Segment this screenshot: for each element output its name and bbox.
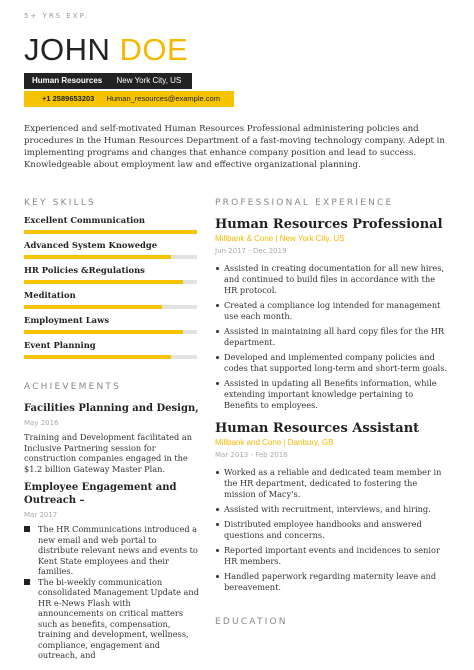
bullet-dot-icon <box>216 382 219 385</box>
achievement-item <box>24 402 199 474</box>
skill-label: Excellent Communication <box>24 215 145 225</box>
skill-fill <box>24 355 171 359</box>
summary: Experienced and self-motivated Human Resources Professional administering policies and procedures in the Human Resources Department of a fast-moving technology company. Adept in implementing programs and changes that enhance company position and lead to success. Knowledgeable about employment law and effective organizational planning. <box>24 124 445 170</box>
skill-item <box>24 289 197 309</box>
skill-track <box>24 280 197 284</box>
email: Human_resources@example.com <box>106 94 220 103</box>
bullet-dot-icon <box>216 523 219 526</box>
first-name: JOHN <box>24 32 111 67</box>
education-heading: EDUCATION <box>215 617 288 627</box>
skills-heading: KEY SKILLS <box>24 198 96 208</box>
skill-track <box>24 255 197 259</box>
skill-item <box>24 314 197 334</box>
job-bullet-text: Handled paperwork regarding maternity leave and bereavement. <box>224 571 437 592</box>
bullet-dot-icon <box>216 549 219 552</box>
job-bullet <box>215 519 448 541</box>
skill-label: Advanced System Knowedge <box>24 240 158 250</box>
skill-item <box>24 339 197 359</box>
job-bullet-text: Worked as a reliable and dedicated team member in the HR department, dedicated to fostering the mission of Macy's. <box>224 467 442 499</box>
skill-item <box>24 214 197 234</box>
achievement-date: May 2016 <box>24 419 59 427</box>
achievement-item <box>24 481 199 661</box>
job-bullet-text: Assisted with recruitment, interviews, and hiring. <box>224 504 431 514</box>
skill-item <box>24 264 197 284</box>
job-bullet <box>215 326 448 348</box>
job-date: Jun 2017 - Dec 2019 <box>215 247 287 255</box>
job-bullet <box>215 300 448 322</box>
skill-fill <box>24 230 197 234</box>
job-bullets <box>215 263 448 411</box>
role-bar <box>24 73 192 89</box>
job-bullet-text: Distributed employee handbooks and answered questions and concerns. <box>224 519 422 540</box>
skill-track <box>24 330 197 334</box>
skill-fill <box>24 305 162 309</box>
achievement-date: Mar 2017 <box>24 511 58 519</box>
achievements-heading: ACHIEVEMENTS <box>24 382 122 392</box>
job-bullets <box>215 467 448 593</box>
bullet-dot-icon <box>216 267 219 270</box>
achievement-title: Facilities Planning and Design, <box>24 403 199 414</box>
location: New York City, US <box>116 76 182 85</box>
skill-track <box>24 305 197 309</box>
job-title: Human Resources Professional <box>215 217 443 232</box>
skill-track <box>24 230 197 234</box>
bullet-dot-icon <box>216 508 219 511</box>
job-bullet-text: Assisted in creating documentation for all new hires, and continued to build files in accordance with the HR protocol. <box>224 263 445 295</box>
skill-fill <box>24 280 183 284</box>
job-company: Millbank and Cone | Danbury, GB <box>215 438 334 447</box>
achievement-bullet <box>24 524 199 577</box>
job-bullet <box>215 545 448 567</box>
achievement-bullet <box>24 577 199 661</box>
job-bullet-text: Assisted in updating all Benefits information, while extending important knowledge pertaining to Benefits to employees. <box>224 378 437 410</box>
bullet-dot-icon <box>216 304 219 307</box>
phone: +1 2589653203 <box>42 94 95 103</box>
last-name: DOE <box>119 32 189 67</box>
job-bullet <box>215 467 448 500</box>
achievement-bullet-text: The HR Communications introduced a new email and web portal to distribute relevant news and events to Kent State employees and their families. <box>38 524 198 576</box>
skill-track <box>24 355 197 359</box>
achievement-bullets <box>24 524 199 661</box>
achievement-bullet-text: The bi-weekly communication consolidated Management Update and HR e-News Flash with announcements on critical matters such as benefits, compensation, training and development, wellness, compliance, engagement and outreach, and <box>38 576 199 660</box>
bullet-dot-icon <box>216 471 219 474</box>
job-company: Millbank & Cone | New York City, US <box>215 234 345 243</box>
skill-fill <box>24 255 171 259</box>
skill-label: Event Planning <box>24 340 96 350</box>
job-bullet-text: Created a compliance log intended for management use each month. <box>224 300 441 321</box>
skill-item <box>24 239 197 259</box>
job-bullet-text: Developed and implemented company policies and codes that supported long-term and short-term goals. <box>224 352 448 373</box>
bullet-dot-icon <box>216 356 219 359</box>
experience-heading: PROFESSIONAL EXPERIENCE <box>215 198 394 208</box>
job-bullet <box>215 378 448 411</box>
bullet-dot-icon <box>216 330 219 333</box>
achievement-text: Training and Development facilitated an Inclusive Partnering session for construction companies engaged in the $1.2 billion Gateway Master Plan. <box>24 432 192 474</box>
skill-label: Meditation <box>24 290 76 300</box>
job-bullet <box>215 504 448 515</box>
job-entry <box>215 217 448 415</box>
job-bullet-text: Assisted in maintaining all hard copy files for the HR department. <box>224 326 445 347</box>
job-date: Mar 2013 - Feb 2016 <box>215 451 288 459</box>
contact-bar <box>24 91 234 107</box>
achievement-title: Employee Engagement and Outreach – <box>24 482 177 506</box>
bullet-dot-icon <box>216 575 219 578</box>
role-title: Human Resources <box>32 76 103 85</box>
square-bullet-icon <box>24 526 30 532</box>
experience-tag: 5+ YRS EXP. <box>24 12 89 20</box>
job-bullet <box>215 571 448 593</box>
job-bullet-text: Reported important events and incidences to senior HR members. <box>224 545 440 566</box>
skill-fill <box>24 330 183 334</box>
job-entry <box>215 421 448 597</box>
skill-label: Employment Laws <box>24 315 110 325</box>
job-bullet <box>215 263 448 296</box>
job-title: Human Resources Assistant <box>215 421 420 436</box>
candidate-name <box>24 34 188 65</box>
square-bullet-icon <box>24 579 30 585</box>
job-bullet <box>215 352 448 374</box>
skill-label: HR Policies &Regulations <box>24 265 145 275</box>
